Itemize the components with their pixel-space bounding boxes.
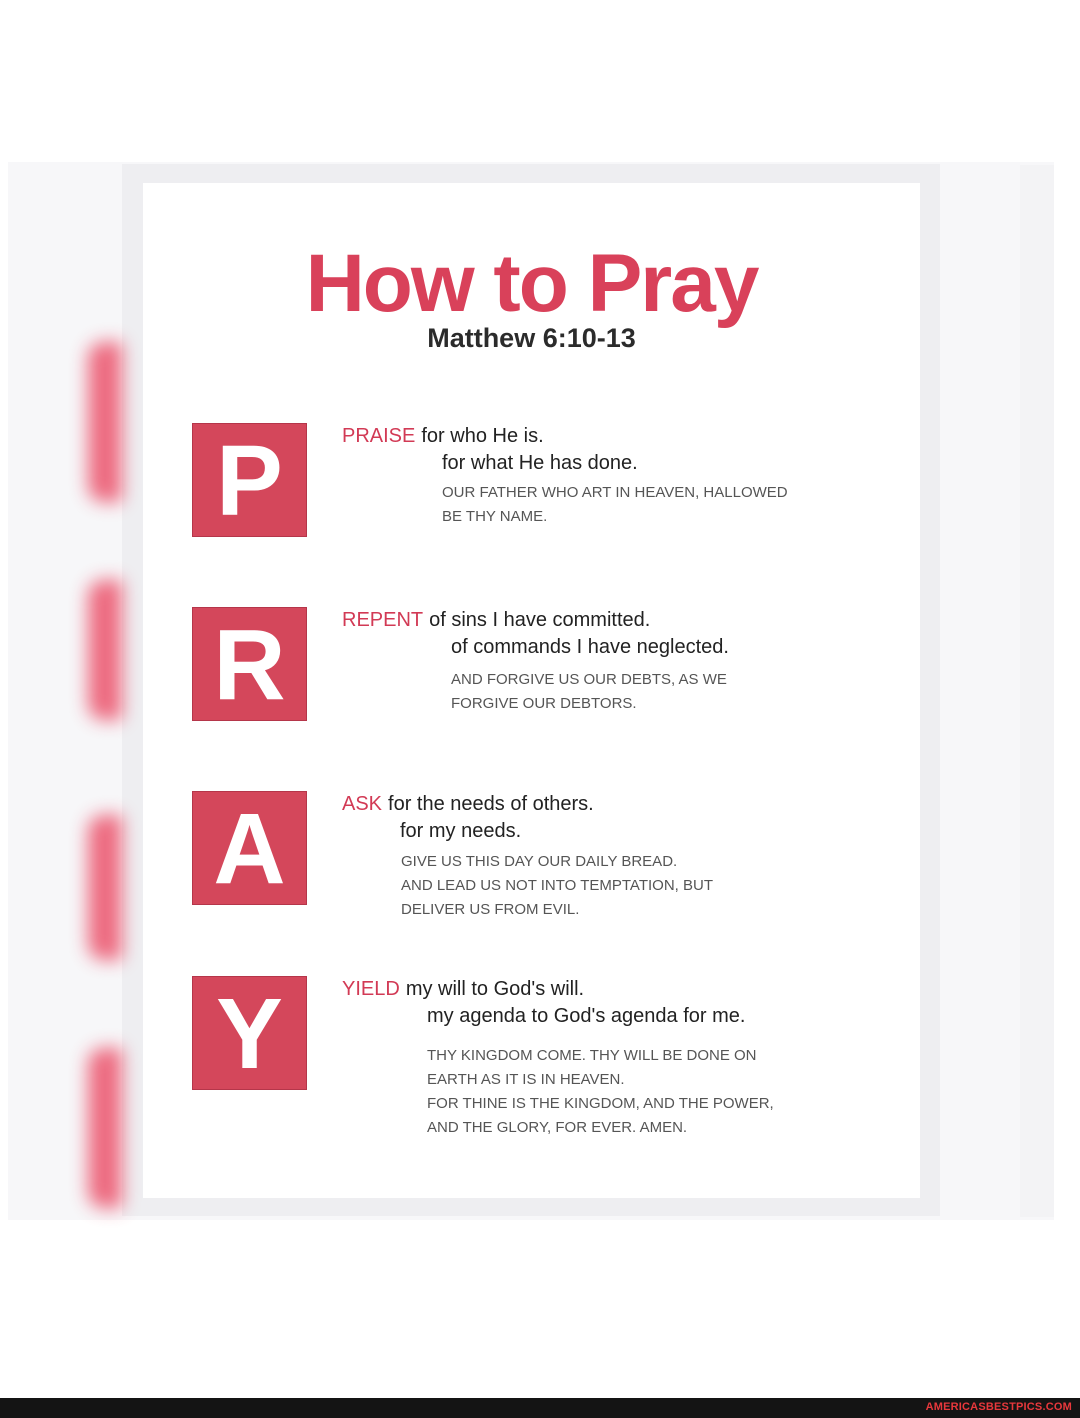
section-headline — [342, 607, 650, 633]
section-yield — [192, 976, 912, 1156]
page-title: How to Pray — [305, 238, 758, 329]
headline-line1: for the needs of others. — [388, 793, 594, 815]
bleed-through-mark — [88, 342, 122, 502]
headline-line2: of commands I have neglected. — [451, 636, 729, 658]
scripture-line: GIVE US THIS DAY OUR DAILY BREAD. — [401, 853, 678, 870]
scripture-line: THY KINGDOM COME. THY WILL BE DONE ON — [427, 1047, 757, 1064]
letter-box-r: R — [192, 607, 307, 721]
keyword-praise: PRAISE — [342, 425, 416, 447]
scripture-reference: Matthew 6:10-13 — [427, 323, 636, 353]
headline-line2: for my needs. — [400, 820, 522, 842]
bleed-through-mark — [88, 1048, 122, 1208]
section-headline — [342, 791, 594, 817]
keyword-yield: YIELD — [342, 978, 400, 1000]
letter-box-p: P — [192, 423, 307, 537]
scripture-line: BE THY NAME. — [442, 508, 548, 525]
section-repent — [192, 607, 912, 737]
scripture-line: AND LEAD US NOT INTO TEMPTATION, BUT — [401, 877, 713, 894]
scripture-text — [427, 1044, 774, 1140]
keyword-ask: ASK — [342, 793, 383, 815]
section-praise — [192, 423, 912, 553]
headline-line1: my will to God's will. — [405, 978, 585, 1000]
site-watermark: AMERICASBESTPICS.COM — [925, 1401, 1072, 1413]
headline-line2: my agenda to God's agenda for me. — [427, 1005, 746, 1027]
headline-line2: for what He has done. — [442, 452, 638, 474]
scripture-text — [442, 481, 788, 529]
headline-line1: for who He is. — [421, 425, 544, 447]
scripture-line: FOR THINE IS THE KINGDOM, AND THE POWER, — [427, 1095, 774, 1112]
scripture-line: OUR FATHER WHO ART IN HEAVEN, HALLOWED — [442, 484, 788, 501]
scripture-line: AND FORGIVE US OUR DEBTS, AS WE — [451, 671, 727, 688]
scan-edge-strip — [1020, 165, 1054, 1217]
letter-box-a: A — [192, 791, 307, 905]
section-headline — [342, 976, 584, 1002]
scripture-line: AND THE GLORY, FOR EVER. AMEN. — [427, 1119, 688, 1136]
bleed-through-mark — [88, 815, 122, 960]
headline-line1: of sins I have committed. — [429, 609, 651, 631]
scripture-line: EARTH AS IT IS IN HEAVEN. — [427, 1071, 625, 1088]
section-headline — [342, 423, 544, 449]
bleed-through-mark — [88, 580, 122, 720]
section-ask — [192, 791, 912, 941]
keyword-repent: REPENT — [342, 609, 424, 631]
footer-bar — [0, 1398, 1080, 1418]
prayer-card — [143, 183, 920, 1198]
scripture-line: DELIVER US FROM EVIL. — [401, 901, 580, 918]
scripture-text — [401, 850, 713, 922]
scripture-line: FORGIVE OUR DEBTORS. — [451, 695, 637, 712]
scripture-text — [451, 668, 727, 716]
letter-box-y: Y — [192, 976, 307, 1090]
